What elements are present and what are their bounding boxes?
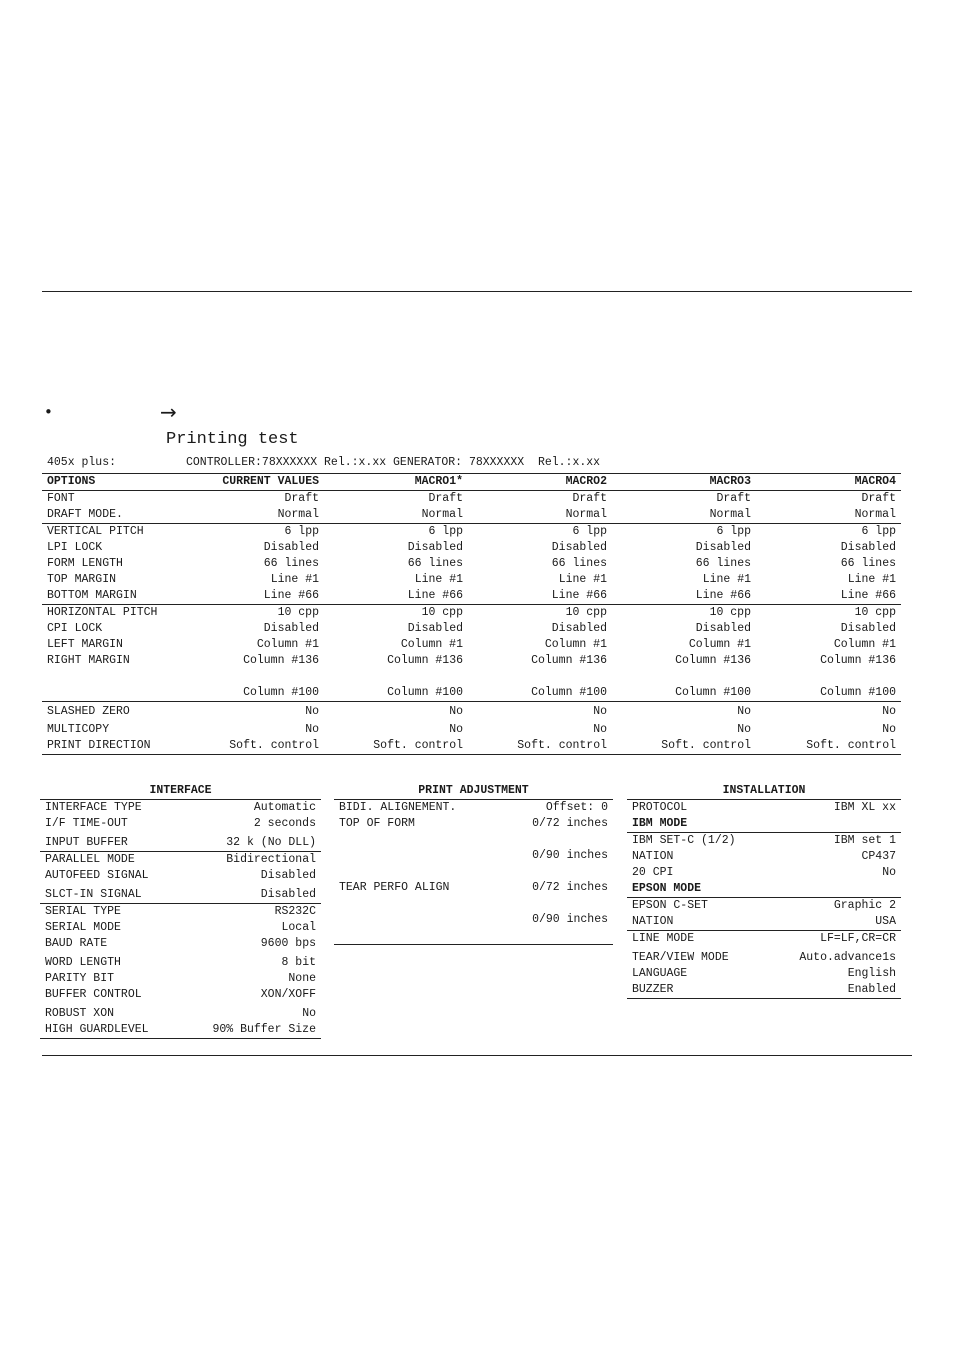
list-item <box>627 833 901 850</box>
macro1-value: 6 lpp <box>428 525 463 538</box>
macro1-value <box>324 669 468 685</box>
model-label: 405x plus: <box>47 456 117 469</box>
macro4-value: 66 lines <box>840 557 896 570</box>
macro2-value: No <box>593 705 607 718</box>
setting-label: AUTOFEED SIGNAL <box>45 869 149 882</box>
option-name: VERTICAL PITCH <box>47 525 144 538</box>
setting-label: TEAR/VIEW MODE <box>632 951 729 964</box>
macro1-value: Column #136 <box>387 654 463 667</box>
setting-value: 32 k (No DLL) <box>226 836 316 849</box>
macro3-value: No <box>737 723 751 736</box>
list-item <box>627 849 901 865</box>
list-item <box>40 971 321 987</box>
table-row <box>42 621 901 637</box>
option-name: LPI LOCK <box>47 541 103 554</box>
macro1-value: Column #100 <box>324 685 468 702</box>
macro3-value: 10 cpp <box>709 606 751 619</box>
interface-title: INTERFACE <box>149 784 212 797</box>
setting-label: 20 CPI <box>632 866 674 879</box>
option-name: CPI LOCK <box>47 622 103 635</box>
setting-label: NATION <box>632 850 674 863</box>
options-table <box>42 473 901 755</box>
option-name: MULTICOPY <box>47 723 110 736</box>
setting-label: SERIAL TYPE <box>40 904 195 921</box>
macro4-value: Column #136 <box>820 654 896 667</box>
setting-label: HIGH GUARDLEVEL <box>40 1022 195 1039</box>
macro4-value: Line #66 <box>756 588 901 605</box>
setting-value <box>501 832 613 848</box>
table-row <box>42 572 901 588</box>
setting-label: PARITY BIT <box>45 972 115 985</box>
print-adjustment-title: PRINT ADJUSTMENT <box>418 784 529 797</box>
macro1-value: Soft. control <box>324 738 468 755</box>
setting-value: Automatic <box>195 800 321 817</box>
option-name: RIGHT MARGIN <box>47 654 130 667</box>
table-row <box>42 540 901 556</box>
current-value: No <box>305 723 319 736</box>
setting-value: No <box>882 866 896 879</box>
option-name: LEFT MARGIN <box>47 638 123 651</box>
setting-value: RS232C <box>195 904 321 921</box>
setting-value: 0/72 inches <box>532 817 608 830</box>
macro3-value: 6 lpp <box>716 525 751 538</box>
macro3-value: Line #1 <box>702 573 751 586</box>
macro4-value: Line #1 <box>847 573 896 586</box>
macro4-value: No <box>882 705 896 718</box>
macro3-value: Column #136 <box>675 654 751 667</box>
list-item <box>334 816 613 832</box>
setting-value: 8 bit <box>281 956 316 969</box>
list-item <box>627 816 901 833</box>
setting-value: None <box>288 972 316 985</box>
list-item <box>40 868 321 884</box>
macro3-value: Normal <box>612 507 756 524</box>
table-row <box>42 556 901 572</box>
list-item <box>40 1022 321 1039</box>
list-item <box>40 920 321 936</box>
macro2-value: Normal <box>468 507 612 524</box>
macro1-value: Normal <box>324 507 468 524</box>
option-name: FORM LENGTH <box>47 557 123 570</box>
list-item <box>627 865 901 881</box>
macro4-value: Disabled <box>840 622 896 635</box>
macro4-value: Column #100 <box>756 685 901 702</box>
setting-value: Auto.advance1s <box>799 951 896 964</box>
setting-label <box>334 848 501 864</box>
macro2-value: Column #136 <box>531 654 607 667</box>
macro3-value: 66 lines <box>695 557 751 570</box>
macro2-value: Column #100 <box>468 685 612 702</box>
setting-label <box>334 912 501 928</box>
setting-label: SLCT-IN SIGNAL <box>45 888 142 901</box>
table-row <box>42 702 901 723</box>
list-item <box>627 800 901 817</box>
setting-value: CP437 <box>861 850 896 863</box>
current-value: Column #136 <box>243 654 319 667</box>
macro1-value: Draft <box>428 492 463 505</box>
macro4-value: 10 cpp <box>854 606 896 619</box>
macro1-value: No <box>449 705 463 718</box>
current-value: Draft <box>284 492 319 505</box>
page-title: Printing test <box>166 430 299 449</box>
macro1-value: 66 lines <box>407 557 463 570</box>
setting-value: Graphic 2 <box>778 898 901 915</box>
list-item <box>334 848 613 864</box>
setting-label: ROBUST XON <box>45 1007 115 1020</box>
macro2-value: 66 lines <box>551 557 607 570</box>
setting-value: 90% Buffer Size <box>195 1022 321 1039</box>
setting-value: USA <box>875 915 896 928</box>
macro2-value: No <box>593 723 607 736</box>
setting-label <box>334 832 501 848</box>
list-item <box>627 982 901 999</box>
setting-label: SERIAL MODE <box>45 921 121 934</box>
current-value: Normal <box>180 507 324 524</box>
setting-label: BUZZER <box>627 982 778 999</box>
table-row <box>42 669 901 685</box>
right-arrow-icon: → <box>160 400 177 424</box>
macro4-value: Draft <box>861 492 896 505</box>
setting-value: Local <box>281 921 316 934</box>
setting-value: IBM XL xx <box>778 800 901 817</box>
setting-label: EPSON MODE <box>632 882 702 895</box>
setting-label: TOP OF FORM <box>339 817 415 830</box>
list-item <box>40 904 321 921</box>
setting-label: LINE MODE <box>627 931 778 948</box>
setting-value: No <box>302 1007 316 1020</box>
list-item <box>40 1003 321 1022</box>
current-value: Soft. control <box>180 738 324 755</box>
setting-label: WORD LENGTH <box>45 956 121 969</box>
list-item <box>40 832 321 852</box>
current-value <box>180 669 324 685</box>
setting-value: English <box>847 967 896 980</box>
macro1-value: Disabled <box>407 622 463 635</box>
setting-value: LF=LF,CR=CR <box>778 931 901 948</box>
macro2-value: Soft. control <box>468 738 612 755</box>
list-item <box>334 832 613 848</box>
setting-value: Disabled <box>260 869 316 882</box>
setting-label <box>334 864 501 880</box>
setting-value: Offset: 0 <box>501 800 613 817</box>
table-row <box>42 524 901 541</box>
setting-value: 2 seconds <box>253 817 316 830</box>
option-name <box>42 685 180 702</box>
list-item <box>627 914 901 931</box>
macro1-value: Disabled <box>407 541 463 554</box>
setting-label: PARALLEL MODE <box>40 852 195 869</box>
current-value: 6 lpp <box>284 525 319 538</box>
list-item <box>40 936 321 952</box>
macro4-value: 6 lpp <box>861 525 896 538</box>
option-name: TOP MARGIN <box>47 573 117 586</box>
macro2-value: Line #1 <box>558 573 607 586</box>
setting-label <box>334 928 501 945</box>
column-header: CURRENT VALUES <box>180 474 324 491</box>
list-item <box>627 898 901 915</box>
setting-value <box>501 896 613 912</box>
setting-label: EPSON C-SET <box>627 898 778 915</box>
macro2-value <box>468 669 612 685</box>
setting-value: IBM set 1 <box>778 833 901 850</box>
column-header: OPTIONS <box>42 474 180 491</box>
print-adjustment-panel <box>334 783 613 945</box>
macro3-value: Disabled <box>695 622 751 635</box>
installation-title: INSTALLATION <box>722 784 806 797</box>
macro2-value: 6 lpp <box>572 525 607 538</box>
macro4-value: Column #1 <box>833 638 896 651</box>
option-name: HORIZONTAL PITCH <box>47 606 158 619</box>
setting-value <box>778 816 901 833</box>
option-name: BOTTOM MARGIN <box>42 588 180 605</box>
option-name: DRAFT MODE. <box>42 507 180 524</box>
macro1-value: No <box>449 723 463 736</box>
list-item <box>334 912 613 928</box>
list-item <box>40 852 321 869</box>
version-info: CONTROLLER:78XXXXXX Rel.:x.xx GENERATOR: 78XXXXXX Rel.:x.xx <box>186 456 601 469</box>
option-name: SLASHED ZERO <box>47 705 130 718</box>
setting-value: 0/72 inches <box>532 881 608 894</box>
current-value: Column #1 <box>256 638 319 651</box>
macro1-value: Column #1 <box>400 638 463 651</box>
setting-value: 0/90 inches <box>532 913 608 926</box>
list-item <box>627 966 901 982</box>
current-value: Disabled <box>263 622 319 635</box>
macro4-value <box>756 669 901 685</box>
setting-label: NATION <box>632 915 674 928</box>
setting-label: TEAR PERFO ALIGN <box>339 881 450 894</box>
table-row <box>42 685 901 702</box>
setting-label: BUFFER CONTROL <box>45 988 142 1001</box>
macro4-value: No <box>882 723 896 736</box>
column-header: MACRO1* <box>324 474 468 491</box>
macro3-value: Column #1 <box>688 638 751 651</box>
installation-panel <box>627 783 901 999</box>
list-item <box>40 800 321 817</box>
column-header: MACRO2 <box>468 474 612 491</box>
table-row <box>42 491 901 508</box>
setting-label: BIDI. ALIGNEMENT. <box>334 800 501 817</box>
option-name: PRINT DIRECTION <box>42 738 180 755</box>
list-item <box>334 864 613 880</box>
setting-label: I/F TIME-OUT <box>45 817 128 830</box>
setting-label: LANGUAGE <box>632 967 688 980</box>
current-value: 10 cpp <box>277 606 319 619</box>
list-item <box>40 952 321 971</box>
setting-label: BAUD RATE <box>45 937 108 950</box>
setting-value: Enabled <box>778 982 901 999</box>
setting-label <box>334 896 501 912</box>
column-header: MACRO3 <box>612 474 756 491</box>
current-value: Line #66 <box>180 588 324 605</box>
option-name: FONT <box>47 492 75 505</box>
macro1-value: Line #66 <box>324 588 468 605</box>
list-item <box>334 800 613 817</box>
setting-value <box>501 928 613 945</box>
list-item <box>40 987 321 1003</box>
top-rule <box>42 291 912 292</box>
table-row <box>42 588 901 605</box>
macro4-value: Soft. control <box>756 738 901 755</box>
setting-value: 0/90 inches <box>532 849 608 862</box>
macro3-value: No <box>737 705 751 718</box>
macro2-value: Disabled <box>551 622 607 635</box>
table-row <box>42 653 901 669</box>
list-item <box>627 881 901 898</box>
setting-value: 9600 bps <box>260 937 316 950</box>
option-name <box>42 669 180 685</box>
setting-label: IBM MODE <box>632 817 688 830</box>
setting-label: INPUT BUFFER <box>45 836 128 849</box>
table-row <box>42 738 901 755</box>
table-row <box>42 605 901 622</box>
table-row <box>42 507 901 524</box>
list-item <box>627 947 901 966</box>
interface-panel <box>40 783 321 1039</box>
setting-value: Disabled <box>260 888 316 901</box>
macro4-value: Normal <box>756 507 901 524</box>
macro3-value: Column #100 <box>612 685 756 702</box>
current-value: No <box>305 705 319 718</box>
bullet-icon: • <box>44 403 53 421</box>
setting-label: INTERFACE TYPE <box>40 800 195 817</box>
macro3-value: Soft. control <box>612 738 756 755</box>
macro2-value: 10 cpp <box>565 606 607 619</box>
macro3-value <box>612 669 756 685</box>
table-row <box>42 637 901 653</box>
column-header: MACRO4 <box>756 474 901 491</box>
setting-label: PROTOCOL <box>627 800 778 817</box>
setting-value: XON/XOFF <box>260 988 316 1001</box>
list-item <box>40 816 321 832</box>
list-item <box>334 880 613 896</box>
table-header <box>42 474 901 491</box>
current-value: Line #1 <box>270 573 319 586</box>
list-item <box>334 896 613 912</box>
bottom-rule <box>42 1055 912 1056</box>
list-item <box>627 931 901 948</box>
current-value: 66 lines <box>263 557 319 570</box>
macro3-value: Line #66 <box>612 588 756 605</box>
setting-label: IBM SET-C (1/2) <box>627 833 778 850</box>
table-row <box>42 722 901 738</box>
current-value: Column #100 <box>180 685 324 702</box>
list-item <box>40 884 321 904</box>
setting-value: Bidirectional <box>195 852 321 869</box>
macro2-value: Line #66 <box>468 588 612 605</box>
macro4-value: Disabled <box>840 541 896 554</box>
macro2-value: Column #1 <box>544 638 607 651</box>
current-value: Disabled <box>263 541 319 554</box>
macro2-value: Draft <box>572 492 607 505</box>
list-item <box>334 928 613 945</box>
macro1-value: Line #1 <box>414 573 463 586</box>
setting-value <box>778 881 901 898</box>
macro3-value: Draft <box>716 492 751 505</box>
macro2-value: Disabled <box>551 541 607 554</box>
macro3-value: Disabled <box>695 541 751 554</box>
setting-value <box>501 864 613 880</box>
macro1-value: 10 cpp <box>421 606 463 619</box>
